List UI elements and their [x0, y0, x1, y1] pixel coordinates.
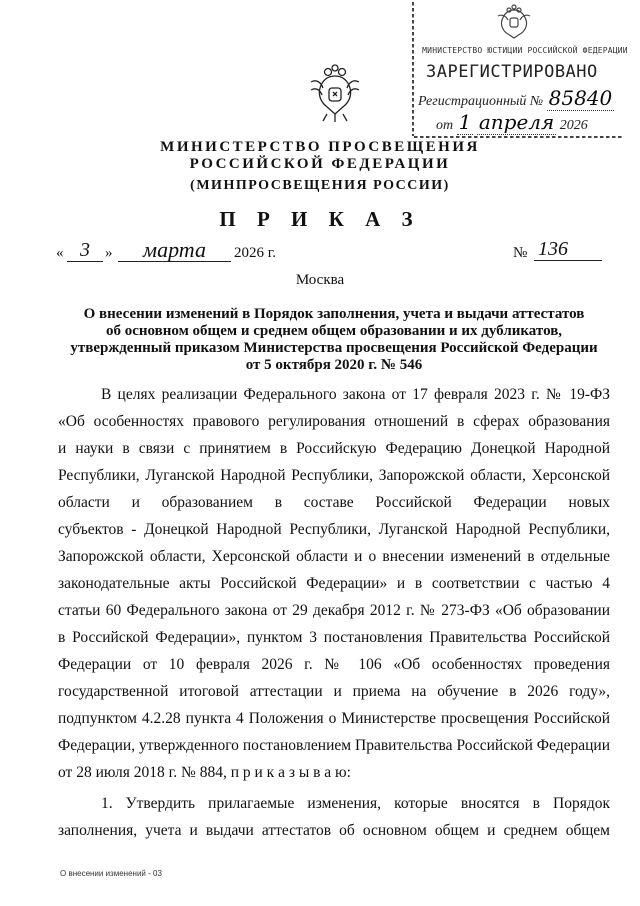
ministry-name-line2: РОССИЙСКОЙ ФЕДЕРАЦИИ [189, 156, 451, 172]
title-line: О внесении изменений в Порядок заполнения, учета и выдачи аттестатов [83, 306, 585, 322]
title-line: утвержденный приказом Министерства просвещения Российской Федерации [70, 340, 598, 356]
order-title [60, 306, 608, 374]
body-line: законодательные акты Российской Федерации» и в соответствии с частью 4 [58, 575, 610, 592]
body-line: Республики, Луганской Народной Республики, Запорожской области, Херсонской [58, 467, 610, 484]
body-line: «Об особенностях правового регулирования отношений в сферах образования [58, 413, 610, 430]
order-day: 3 [67, 239, 103, 262]
stamp-status: ЗАРЕГИСТРИРОВАНО [426, 62, 598, 82]
stamp-ministry: МИНИСТЕРСТВО ЮСТИЦИИ РОССИЙСКОЙ ФЕДЕРАЦИИ [422, 46, 628, 55]
body-line: заполнения, учета и выдачи аттестатов об основном общем и среднем общем [58, 822, 610, 839]
document-type: П Р И К А З [219, 207, 421, 231]
body-line: подпунктом 4.2.28 пункта 4 Положения о Министерстве просвещения Российской [58, 710, 610, 727]
body-line: субъектов - Донецкой Народной Республики, Луганской Народной Республики, [58, 521, 610, 538]
stamp-border-bottom [414, 136, 624, 138]
title-line: об основном общем и среднем общем образовании и их дубликатов, [105, 323, 563, 339]
body-line: Федерации от 10 февраля 2026 г. № 106 «Об особенностях проведения [58, 656, 610, 673]
stamp-date-year: 2026 [559, 118, 588, 133]
body-line: Федерации, утвержденного постановлением Правительства Российской Федерации [58, 737, 610, 754]
footer-note: О внесении изменений - 03 [60, 869, 162, 878]
stamp-border-left [412, 2, 414, 136]
body-line: от 28 июля 2018 г. № 884, п р и к а з ы в а ю: [58, 764, 351, 781]
stamp-eagle-icon [494, 4, 534, 42]
date-close-quote: » [105, 245, 113, 261]
stamp-date-month: апреля [478, 110, 555, 134]
coat-of-arms-icon [307, 64, 363, 124]
title-line: от 5 октября 2020 г. № 546 [245, 357, 423, 373]
date-open-quote: « [56, 245, 64, 261]
body-line: статьи 60 Федерального закона от 29 декабря 2012 г. № 273-ФЗ «Об образовании [58, 602, 610, 619]
stamp-reg-number: 85840 [548, 86, 613, 110]
body-line: 1. Утвердить прилагаемые изменения, которые вносятся в Порядок [101, 795, 610, 812]
stamp-date-day: 1 [458, 110, 472, 134]
order-date-line [56, 237, 600, 267]
order-number-sign: № [513, 245, 528, 261]
order-number: 136 [534, 238, 602, 261]
body-line: и науки в связи с принятием в Российскую Федерацию Донецкой Народной [58, 440, 610, 457]
body-line: в Российской Федерации», пунктом 3 постановления Правительства Российской [58, 629, 610, 646]
body-line: области и образованием в составе Российской Федерации новых [58, 494, 610, 511]
stamp-reg-line [418, 86, 614, 110]
stamp-date-line [436, 110, 588, 134]
ministry-name-line1: МИНИСТЕРСТВО ПРОСВЕЩЕНИЯ [160, 139, 480, 155]
ministry-short-name: (МИНПРОСВЕЩЕНИЯ РОССИИ) [190, 178, 450, 193]
order-month: марта [118, 237, 231, 262]
body-line: В целях реализации Федерального закона от 17 февраля 2023 г. № 19-ФЗ [101, 386, 610, 403]
stamp-date-prefix: от [436, 118, 454, 133]
order-city: Москва [295, 272, 345, 288]
order-year: 2026 г. [234, 245, 276, 261]
registration-stamp [408, 0, 640, 144]
stamp-reg-label: Регистрационный № [418, 94, 544, 109]
body-line: Запорожской области, Херсонской области и о внесении изменений в отдельные [58, 548, 610, 565]
body-line: государственной итоговой аттестации и приема на обучение в 2026 году», [58, 683, 610, 700]
